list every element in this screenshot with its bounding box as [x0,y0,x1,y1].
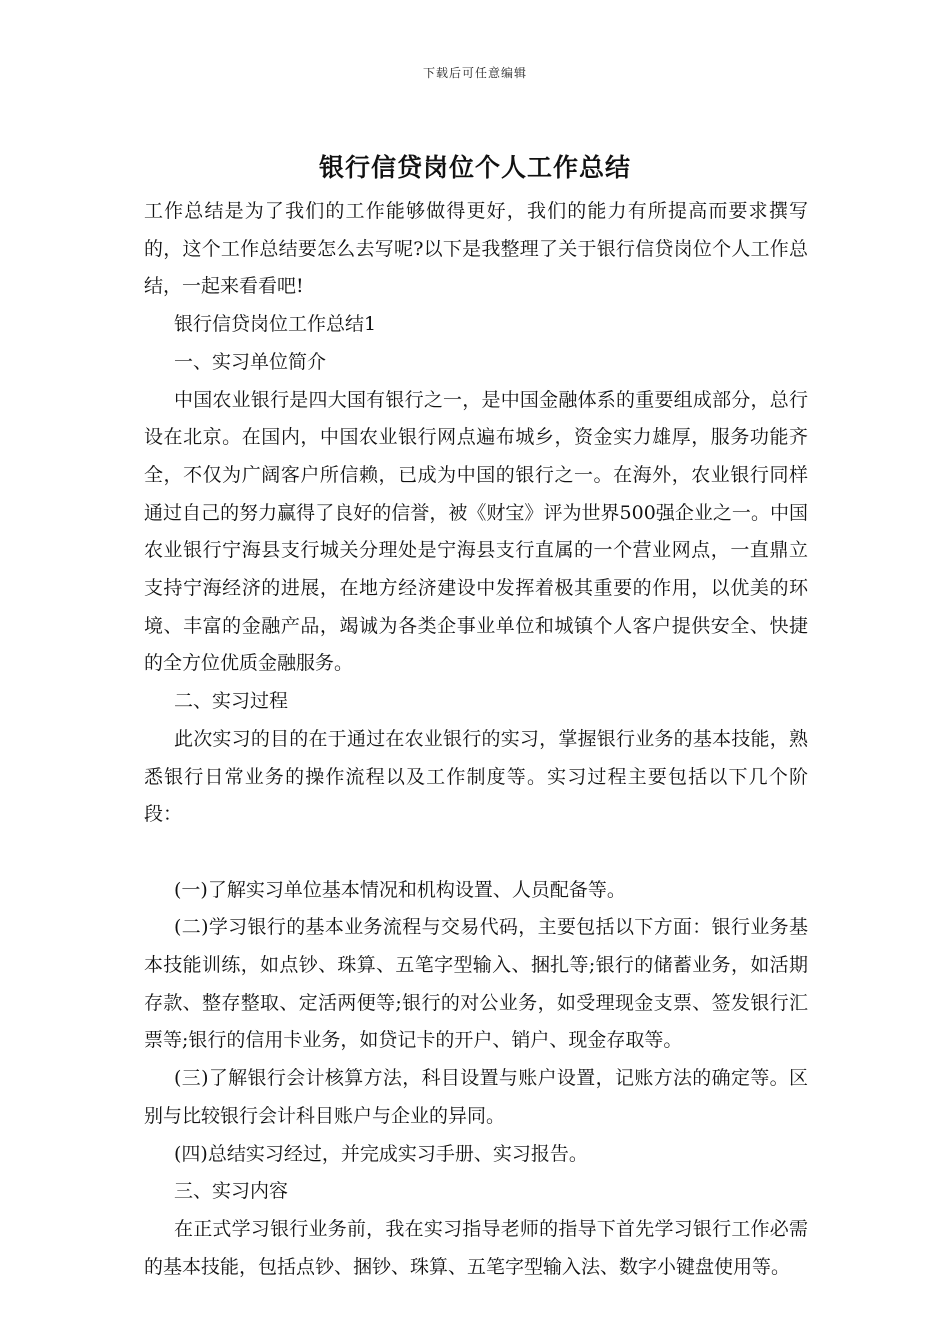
list-item-2: (二)学习银行的基本业务流程与交易代码，主要包括以下方面：银行业务基本技能训练，如点钞、珠算、五笔字型输入、捆扎等;银行的储蓄业务，如活期存款、整存整取、定活两便等;银行的对公业务，如受理现金支票、签发银行汇票等;银行的信用卡业务，如贷记卡的开户、销户、现金存取等。 [144,916,808,1052]
document-title: 银行信贷岗位个人工作总结 [318,153,631,182]
section-heading-3: 三、实习内容 [174,1180,289,1203]
intro-paragraph: 工作总结是为了我们的工作能够做得更好，我们的能力有所提高而要求撰写的，这个工作总结要怎么去写呢?以下是我整理了关于银行信贷岗位个人工作总结，一起来看看吧! [144,200,808,298]
blank-line [144,834,808,872]
list-item-3: (三)了解银行会计核算方法，科目设置与账户设置，记账方法的确定等。区别与比较银行会计科目账户与企业的异同。 [144,1067,808,1127]
section-subtitle: 银行信贷岗位工作总结1 [174,313,377,336]
section-heading-1: 一、实习单位简介 [174,350,327,373]
body-paragraph-2: 此次实习的目的在于通过在农业银行的实习，掌握银行业务的基本技能，熟悉银行日常业务的操作流程以及工作制度等。实习过程主要包括以下几个阶段： [144,727,808,826]
section-heading-2: 二、实习过程 [174,690,289,713]
header-note: 下载后可任意编辑 [422,66,527,80]
body-paragraph-3: 在正式学习银行业务前，我在实习指导老师的指导下首先学习银行工作必需的基本技能，包括点钞、捆钞、珠算、五笔字型输入法、数字小键盘使用等。 [144,1217,808,1278]
list-item-4: (四)总结实习经过，并完成实习手册、实习报告。 [174,1142,588,1165]
document-body [144,193,808,1286]
body-paragraph-1: 中国农业银行是四大国有银行之一，是中国金融体系的重要组成部分，总行设在北京。在国内，中国农业银行网点遍布城乡，资金实力雄厚，服务功能齐全，不仅为广阔客户所信赖，已成为中国的银行之一。在海外，农业银行同样通过自己的努力赢得了良好的信誉，被《财宝》评为世界500强企业之一。中国农业银行宁海县支行城关分理处是宁海县支行直属的一个营业网点，一直鼎立支持宁海经济的进展，在地方经济建设中发挥着极其重要的作用，以优美的环境、丰富的金融产品，竭诚为各类企事业单位和城镇个人客户提供安全、快捷的全方位优质金融服务。 [144,388,808,675]
list-item-1: (一)了解实习单位基本情况和机构设置、人员配备等。 [174,878,626,901]
